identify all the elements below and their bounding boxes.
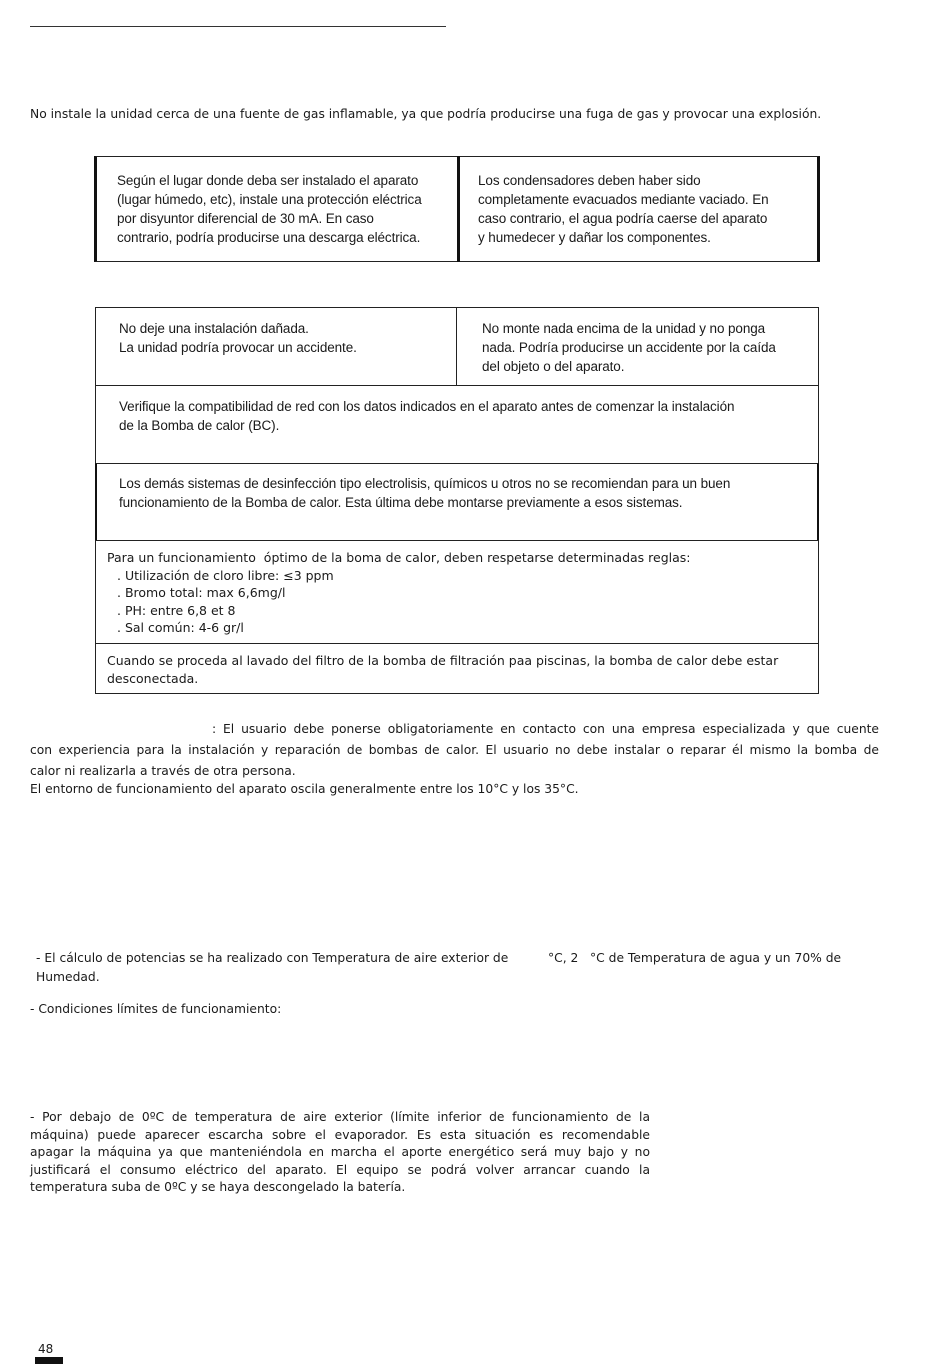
text-line: apagar la máquina ya que manteniéndola en marcha el aporte energético será muy bajo y no — [30, 1145, 650, 1159]
rules-title: Para un funcionamiento óptimo de la boma de calor, deben respetarse determinadas reglas: — [107, 550, 691, 565]
rule-item: . Bromo total: max 6,6mg/l — [117, 585, 286, 600]
box1-right-text — [478, 171, 769, 247]
disinfection-text — [119, 474, 730, 512]
rule-item: . Sal común: 4-6 gr/l — [117, 620, 244, 635]
rules-box — [95, 540, 819, 644]
text-line: contrario, podría producirse una descarga eléctrica. — [117, 230, 421, 245]
text-line: - Por debajo de 0ºC de temperatura de aire exterior (límite inferior de funcionamiento de la — [30, 1110, 650, 1124]
power-calc-line1b: °C, 2 — [548, 951, 579, 965]
network-text — [119, 397, 734, 435]
rule-item: . PH: entre 6,8 et 8 — [117, 602, 236, 618]
text-line: desconectada. — [107, 670, 199, 686]
user-para-line3: calor ni realizarla a través de otra persona. — [30, 764, 296, 778]
text-line: del objeto o del aparato. — [482, 359, 625, 374]
box-divider — [456, 308, 457, 385]
box2-left-text — [119, 319, 357, 357]
page-marker-bar — [35, 1357, 63, 1364]
box1-left-text — [117, 171, 422, 247]
text-line: de la Bomba de calor (BC). — [119, 418, 280, 433]
text-line: Los condensadores deben haber sido — [478, 173, 701, 188]
user-para-line4: El entorno de funcionamiento del aparato oscila generalmente entre los 10°C y los 35°C. — [30, 782, 579, 796]
frost-paragraph — [30, 1109, 650, 1197]
box2-right-text — [482, 319, 776, 376]
text-line: por disyuntor diferencial de 30 mA. En caso — [117, 211, 374, 226]
rule-item: . Utilización de cloro libre: ≤3 ppm — [117, 567, 334, 583]
text-line: Los demás sistemas de desinfección tipo electrolisis, químicos u otros no se recomiendan para un buen — [119, 476, 731, 491]
text-line: completamente evacuados mediante vaciado. En — [478, 192, 769, 207]
warning-gas-text: No instale la unidad cerca de una fuente de gas inflamable, ya que podría producirse una fuga de gas y provocar una explosión. — [30, 107, 822, 121]
filter-text — [107, 652, 778, 687]
text-line: Cuando se proceda al lavado del filtro de la bomba de filtración paa piscinas, la bomba de calor debe estar — [107, 653, 779, 668]
text-line: Verifique la compatibilidad de red con los datos indicados en el aparato antes de comenzar la instalación — [119, 399, 735, 414]
text-line: No monte nada encima de la unidad y no ponga — [482, 321, 766, 336]
text-line: nada. Podría producirse un accidente por la caída — [482, 340, 776, 355]
network-compat-box — [95, 385, 819, 464]
power-calc-line1c: °C de Temperatura de agua y un 70% de — [590, 951, 842, 965]
text-line: funcionamiento de la Bomba de calor. Esta última debe montarse previamente a esos sistemas. — [119, 495, 683, 510]
text-line: caso contrario, el agua podría caerse del aparato — [478, 211, 768, 226]
text-line: temperatura suba de 0ºC y se haya descongelado la batería. — [30, 1180, 406, 1194]
user-para-line1: : El usuario debe ponerse obligatoriamente en contacto con una empresa especializada y que cuente — [212, 722, 879, 736]
user-para-line2: con experiencia para la instalación y reparación de bombas de calor. El usuario no debe instalar o reparar él mismo la bomba de — [30, 743, 879, 757]
warning-box-installation — [95, 307, 819, 386]
text-line: Según el lugar donde deba ser instalado el aparato — [117, 173, 419, 188]
power-calc-line1a: - El cálculo de potencias se ha realizado con Temperatura de aire exterior de — [36, 951, 509, 965]
text-line: No deje una instalación dañada. — [119, 321, 309, 336]
limits-heading: - Condiciones límites de funcionamiento: — [30, 1002, 282, 1016]
warning-box-electrical — [94, 156, 820, 262]
text-line: La unidad podría provocar un accidente. — [119, 340, 357, 355]
rules-content — [107, 549, 691, 637]
box-divider — [457, 156, 460, 262]
disinfection-box — [95, 463, 819, 541]
text-line: (lugar húmedo, etc), instale una protección eléctrica — [117, 192, 422, 207]
text-line: justificará el consumo eléctrico del aparato. El equipo se podrá volver arrancar cuando la — [30, 1162, 650, 1177]
text-line: máquina) puede aparecer escarcha sobre el evaporador. Es esta situación es recomendable — [30, 1127, 650, 1142]
text-line: y humedecer y dañar los componentes. — [478, 230, 711, 245]
power-calc-line2: Humedad. — [36, 970, 100, 984]
page-number: 48 — [38, 1342, 54, 1356]
filter-box — [95, 643, 819, 694]
top-rule — [30, 26, 446, 27]
